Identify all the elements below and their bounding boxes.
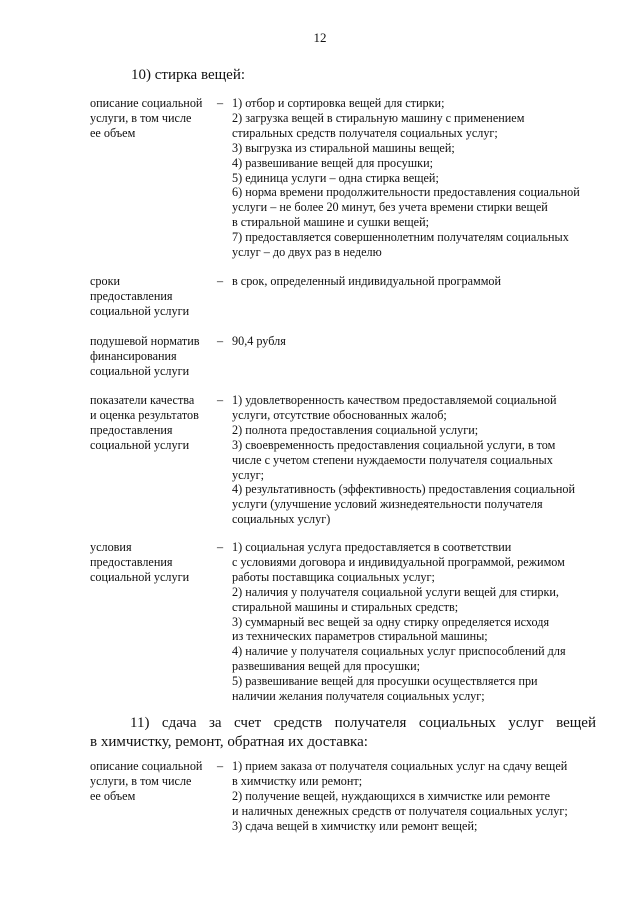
content-line: и наличных денежных средств от получателя социальных услуг;: [232, 803, 568, 818]
content-line: 5) единица услуги – одна стирка вещей;: [232, 170, 439, 185]
content-line: в срок, определенный индивидуальной программой: [232, 274, 502, 288]
content-line: 1) отбор и сортировка вещей для стирки;: [232, 96, 445, 110]
row-label: показатели качества и оценка результатов предоставления социальной услуги: [90, 393, 199, 452]
row-dash: –: [216, 274, 224, 288]
content-line: 2) загрузка вещей в стиральную машину с применением: [232, 110, 525, 125]
content-line: стиральных средств получателя социальных услуг;: [232, 125, 498, 140]
content-line: услуги (улучшение условий жизнедеятельности получателя: [232, 497, 543, 512]
section-11-heading-line: в химчистку, ремонт, обратная их доставка:: [90, 733, 368, 750]
content-line: 3) своевременность предоставления социальной услуги, в том: [232, 437, 556, 452]
content-line: 3) суммарный вес вещей за одну стирку определяется исходя: [232, 614, 550, 629]
content-line: 6) норма времени продолжительности предоставления социальной: [232, 185, 580, 200]
row-label: описание социальной услуги, в том числе ее объем: [90, 759, 203, 803]
content-line: в химчистку или ремонт;: [232, 773, 363, 788]
content-line: услуг – до двух раз в неделю: [232, 245, 382, 260]
content-line: 3) сдача вещей в химчистку или ремонт вещей;: [232, 818, 478, 833]
content-line: услуги – не более 20 минут, без учета времени стирки вещей: [232, 200, 548, 215]
row-content: [232, 759, 610, 834]
content-line: стиральной машины и стиральных средств;: [232, 599, 459, 614]
content-line: 5) развешивание вещей для просушки осуществляется при: [232, 674, 538, 689]
content-line: с условиями договора и индивидуальной программой, режимом: [232, 554, 565, 569]
row-dash: –: [216, 393, 224, 407]
content-line: услуг;: [232, 467, 265, 482]
row-content: [232, 96, 610, 260]
row-label: условия предоставления социальной услуги: [90, 540, 190, 584]
content-line: социальных услуг): [232, 512, 331, 527]
page-number: 12: [313, 30, 327, 45]
content-line: 1) социальная услуга предоставляется в соответствии: [232, 540, 512, 554]
content-line: 1) прием заказа от получателя социальных услуг на сдачу вещей: [232, 759, 568, 773]
content-line: 4) наличие у получателя социальных услуг приспособлений для: [232, 644, 566, 659]
content-line: 7) предоставляется совершеннолетним получателям социальных: [232, 230, 569, 245]
content-line: 4) результативность (эффективность) предоставления социальной: [232, 482, 575, 497]
content-line: 2) получение вещей, нуждающихся в химчистке или ремонте: [232, 788, 551, 803]
row-dash: –: [216, 334, 224, 348]
section-11-heading-line: 11) сдача за счет средств получателя социальных услуг вещей: [130, 715, 596, 731]
content-line: 3) выгрузка из стиральной машины вещей;: [232, 140, 455, 155]
content-line: в стиральной машине и сушки вещей;: [232, 215, 429, 230]
section-10-heading: 10) стирка вещей:: [131, 67, 246, 83]
row-label: сроки предоставления социальной услуги: [90, 274, 190, 318]
row-label: подушевой норматив финансирования социальной услуги: [90, 334, 200, 378]
content-line: 1) удовлетворенность качеством предоставляемой социальной: [232, 393, 557, 407]
content-line: числе с учетом степени нуждаемости получателя социальных: [232, 452, 553, 467]
content-line: 90,4 рубля: [232, 334, 286, 348]
content-line: работы поставщика социальных услуг;: [232, 569, 435, 584]
content-line: 4) развешивание вещей для просушки;: [232, 155, 433, 170]
row-content: [232, 274, 610, 289]
content-line: услуги, отсутствие обоснованных жалоб;: [232, 407, 447, 422]
row-label: описание социальной услуги, в том числе ее объем: [90, 96, 203, 140]
row-content: [232, 334, 610, 349]
content-line: 2) наличия у получателя социальной услуги вещей для стирки,: [232, 584, 559, 599]
row-dash: –: [216, 540, 224, 554]
row-dash: –: [216, 759, 224, 773]
row-dash: –: [216, 96, 224, 110]
row-content: [232, 540, 610, 704]
content-line: из технических параметров стиральной машины;: [232, 629, 488, 644]
content-line: развешивания вещей для просушки;: [232, 659, 420, 674]
section-11-heading: [90, 714, 596, 751]
content-line: наличии желания получателя социальных услуг;: [232, 689, 485, 704]
content-line: 2) полнота предоставления социальной услуги;: [232, 422, 479, 437]
row-content: [232, 393, 610, 527]
